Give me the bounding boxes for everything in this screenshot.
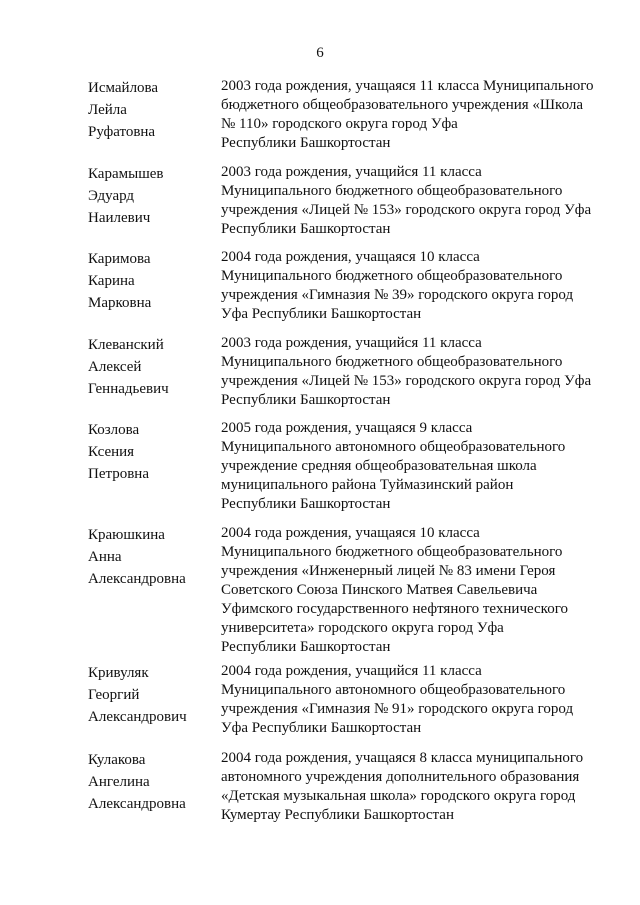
first-name: Карина	[88, 273, 135, 289]
description-line: учреждение средняя общеобразовательная школа	[221, 458, 537, 474]
description-line: № 110» городского округа город Уфа	[221, 116, 458, 132]
first-name: Ксения	[88, 444, 135, 460]
person-name	[88, 662, 213, 728]
surname: Карамышев	[88, 166, 164, 182]
person-description	[221, 419, 621, 514]
first-name: Эдуард	[88, 188, 135, 204]
description-line: Советского Союза Пинского Матвея Савельевича	[221, 582, 538, 598]
surname: Кулакова	[88, 752, 146, 768]
description-line: Республики Башкортостан	[221, 496, 391, 512]
person-description	[221, 163, 621, 239]
person-name	[88, 749, 213, 815]
description-line: 2003 года рождения, учащийся 11 класса	[221, 164, 482, 180]
description-line: «Детская музыкальная школа» городского округа город	[221, 788, 576, 804]
person-description	[221, 77, 621, 153]
description-line: Республики Башкортостан	[221, 392, 391, 408]
description-line: Муниципального автономного общеобразовательного	[221, 682, 566, 698]
surname: Краюшкина	[88, 527, 165, 543]
description-line: учреждения «Инженерный лицей № 83 имени Героя	[221, 563, 556, 579]
surname: Кривуляк	[88, 665, 149, 681]
surname: Козлова	[88, 422, 140, 438]
description-line: Муниципального бюджетного общеобразовательного	[221, 268, 563, 284]
person-description	[221, 749, 621, 825]
description-line: Республики Башкортостан	[221, 135, 391, 151]
surname: Клеванский	[88, 337, 164, 353]
description-line: Муниципального автономного общеобразовательного	[221, 439, 566, 455]
patronymic: Александрович	[88, 709, 187, 725]
patronymic: Геннадьевич	[88, 381, 169, 397]
description-line: Республики Башкортостан	[221, 221, 391, 237]
description-line: Уфа Республики Башкортостан	[221, 306, 422, 322]
person-name	[88, 419, 213, 485]
description-line: 2004 года рождения, учащаяся 8 класса муниципального	[221, 750, 584, 766]
first-name: Георгий	[88, 687, 140, 703]
person-name	[88, 248, 213, 314]
person-description	[221, 662, 621, 738]
description-line: 2003 года рождения, учащаяся 11 класса Муниципального	[221, 78, 594, 94]
description-line: Уфимского государственного нефтяного технического	[221, 601, 568, 617]
patronymic: Александровна	[88, 571, 186, 587]
description-line: муниципального района Туймазинский район	[221, 477, 514, 493]
person-name	[88, 163, 213, 229]
patronymic: Наилевич	[88, 210, 151, 226]
description-line: 2004 года рождения, учащийся 11 класса	[221, 663, 482, 679]
description-line: 2003 года рождения, учащийся 11 класса	[221, 335, 482, 351]
description-line: автономного учреждения дополнительного образования	[221, 769, 580, 785]
first-name: Лейла	[88, 102, 127, 118]
surname: Исмайлова	[88, 80, 159, 96]
description-line: учреждения «Гимназия № 91» городского округа город	[221, 701, 574, 717]
first-name: Анна	[88, 549, 122, 565]
description-line: Республики Башкортостан	[221, 639, 391, 655]
description-line: Муниципального бюджетного общеобразовательного	[221, 544, 563, 560]
description-line: бюджетного общеобразовательного учреждения «Школа	[221, 97, 584, 113]
page-number: 6	[316, 45, 324, 61]
description-line: Муниципального бюджетного общеобразовательного	[221, 354, 563, 370]
patronymic: Марковна	[88, 295, 152, 311]
person-name	[88, 524, 213, 590]
patronymic: Александровна	[88, 796, 186, 812]
person-name	[88, 77, 213, 143]
description-line: учреждения «Лицей № 153» городского округа город Уфа	[221, 202, 592, 218]
description-line: Уфа Республики Башкортостан	[221, 720, 422, 736]
first-name: Алексей	[88, 359, 142, 375]
person-description	[221, 524, 621, 657]
description-line: Кумертау Республики Башкортостан	[221, 807, 454, 823]
description-line: Муниципального бюджетного общеобразовательного	[221, 183, 563, 199]
person-description	[221, 248, 621, 324]
description-line: 2004 года рождения, учащаяся 10 класса	[221, 525, 480, 541]
surname: Каримова	[88, 251, 151, 267]
description-line: 2005 года рождения, учащаяся 9 класса	[221, 420, 473, 436]
description-line: учреждения «Гимназия № 39» городского округа город	[221, 287, 574, 303]
patronymic: Петровна	[88, 466, 149, 482]
person-description	[221, 334, 621, 410]
patronymic: Руфатовна	[88, 124, 156, 140]
description-line: учреждения «Лицей № 153» городского округа город Уфа	[221, 373, 592, 389]
description-line: 2004 года рождения, учащаяся 10 класса	[221, 249, 480, 265]
description-line: университета» городского округа город Уфа	[221, 620, 504, 636]
first-name: Ангелина	[88, 774, 150, 790]
person-name	[88, 334, 213, 400]
